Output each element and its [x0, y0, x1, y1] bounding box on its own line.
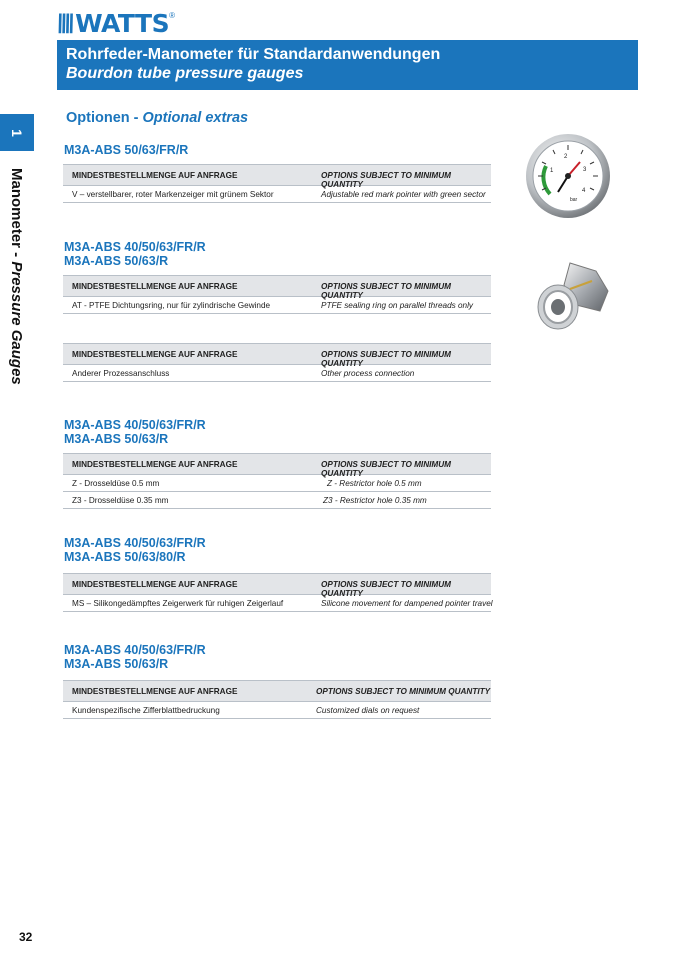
connector-fitting-image — [530, 255, 614, 339]
watts-logo — [56, 9, 175, 37]
chapter-number: 1 — [8, 128, 25, 137]
header-de: MINDESTBESTELLMENGE AUF ANFRAGE — [72, 687, 238, 696]
header-de: MINDESTBESTELLMENGE AUF ANFRAGE — [72, 580, 238, 589]
registered-mark: ® — [169, 11, 176, 20]
model-line: M3A-ABS 40/50/63/FR/R — [64, 536, 206, 550]
header-en: OPTIONS SUBJECT TO MINIMUM QUANTITY — [316, 687, 491, 696]
section-title-de: Optionen - — [66, 110, 143, 126]
chapter-tab — [0, 114, 34, 151]
header-de: MINDESTBESTELLMENGE AUF ANFRAGE — [72, 171, 238, 180]
row-de: V – verstellbarer, roter Markenzeiger mit grünem Sektor — [72, 190, 274, 199]
table-header — [63, 275, 491, 300]
table-row — [63, 475, 491, 492]
dial-unit: bar — [570, 197, 578, 203]
row-en: Customized dials on request — [316, 706, 420, 715]
fitting-bore — [551, 299, 565, 315]
model-heading — [64, 536, 206, 564]
row-en: Z - Restrictor hole 0.5 mm — [327, 479, 422, 488]
model-line: M3A-ABS 40/50/63/FR/R — [64, 240, 206, 254]
model-heading — [64, 240, 206, 268]
header-en: OPTIONS SUBJECT TO MINIMUM QUANTITY — [321, 580, 451, 598]
table-header — [63, 164, 491, 189]
header-de: MINDESTBESTELLMENGE AUF ANFRAGE — [72, 282, 238, 291]
table-header — [63, 573, 491, 598]
model-line: M3A-ABS 50/63/R — [64, 254, 169, 268]
options-table — [63, 680, 491, 719]
model-line: M3A-ABS 50/63/80/R — [64, 550, 186, 564]
dial-number: 2 — [564, 154, 568, 160]
header-en: OPTIONS SUBJECT TO MINIMUM QUANTITY — [321, 282, 451, 300]
row-en: Z3 - Restrictor hole 0.35 mm — [323, 496, 427, 505]
table-row — [63, 365, 491, 382]
row-en: Adjustable red mark pointer with green sector — [321, 190, 486, 199]
dial-number: 3 — [583, 167, 587, 173]
table-row — [63, 186, 491, 203]
model-line: M3A-ABS 50/63/R — [64, 657, 169, 671]
dial-number: 4 — [582, 188, 586, 194]
banner-title-de: Rohrfeder-Manometer für Standardanwendungen — [66, 46, 441, 63]
table-row — [63, 595, 491, 612]
table-row — [63, 492, 491, 509]
header-en: OPTIONS SUBJECT TO MINIMUM QUANTITY — [321, 350, 451, 368]
table-header — [63, 680, 491, 702]
options-table — [63, 275, 491, 314]
options-table — [63, 164, 491, 203]
options-table — [63, 343, 491, 382]
row-de: Z - Drosseldüse 0.5 mm — [72, 479, 160, 488]
title-banner — [57, 40, 638, 90]
model-heading — [64, 643, 206, 671]
logo-stripes-icon: \\\\ — [54, 9, 74, 37]
header-en: OPTIONS SUBJECT TO MINIMUM QUANTITY — [321, 460, 451, 478]
row-de: AT - PTFE Dichtungsring, nur für zylindrische Gewinde — [72, 301, 271, 310]
options-table — [63, 573, 491, 612]
table-header — [63, 343, 491, 368]
model-heading — [64, 418, 206, 446]
row-de: Anderer Prozessanschluss — [72, 369, 170, 378]
row-de: Z3 - Drosseldüse 0.35 mm — [72, 496, 169, 505]
side-chapter-title — [8, 168, 25, 385]
section-title-en: Optional extras — [142, 110, 249, 126]
table-row — [63, 702, 491, 719]
model-line: M3A-ABS 50/63/R — [64, 432, 169, 446]
logo-text: WATTS — [75, 8, 170, 38]
banner-title-en: Bourdon tube pressure gauges — [66, 65, 304, 82]
dial-number: 1 — [550, 168, 554, 174]
row-en: PTFE sealing ring on parallel threads only — [321, 301, 474, 310]
options-table — [63, 453, 491, 509]
header-en: OPTIONS SUBJECT TO MINIMUM QUANTITY — [321, 171, 451, 189]
header-de: MINDESTBESTELLMENGE AUF ANFRAGE — [72, 460, 238, 469]
pressure-gauge-image — [520, 128, 616, 224]
side-title-de: Manometer - — [8, 168, 25, 262]
model-line: M3A-ABS 50/63/FR/R — [64, 143, 189, 157]
model-line: M3A-ABS 40/50/63/FR/R — [64, 643, 206, 657]
section-title — [66, 110, 248, 126]
table-row — [63, 297, 491, 314]
page-number: 32 — [19, 930, 33, 944]
row-de: Kundenspezifische Zifferblattbedruckung — [72, 706, 220, 715]
pointer-hub — [565, 173, 571, 179]
header-de: MINDESTBESTELLMENGE AUF ANFRAGE — [72, 350, 238, 359]
row-en: Silicone movement for dampened pointer travel — [321, 599, 493, 608]
model-line: M3A-ABS 40/50/63/FR/R — [64, 418, 206, 432]
model-heading — [64, 143, 188, 157]
table-header — [63, 453, 491, 478]
row-en: Other process connection — [321, 369, 415, 378]
row-de: MS – Silikongedämpftes Zeigerwerk für ruhigen Zeigerlauf — [72, 599, 284, 608]
side-title-en: Pressure Gauges — [8, 261, 25, 385]
